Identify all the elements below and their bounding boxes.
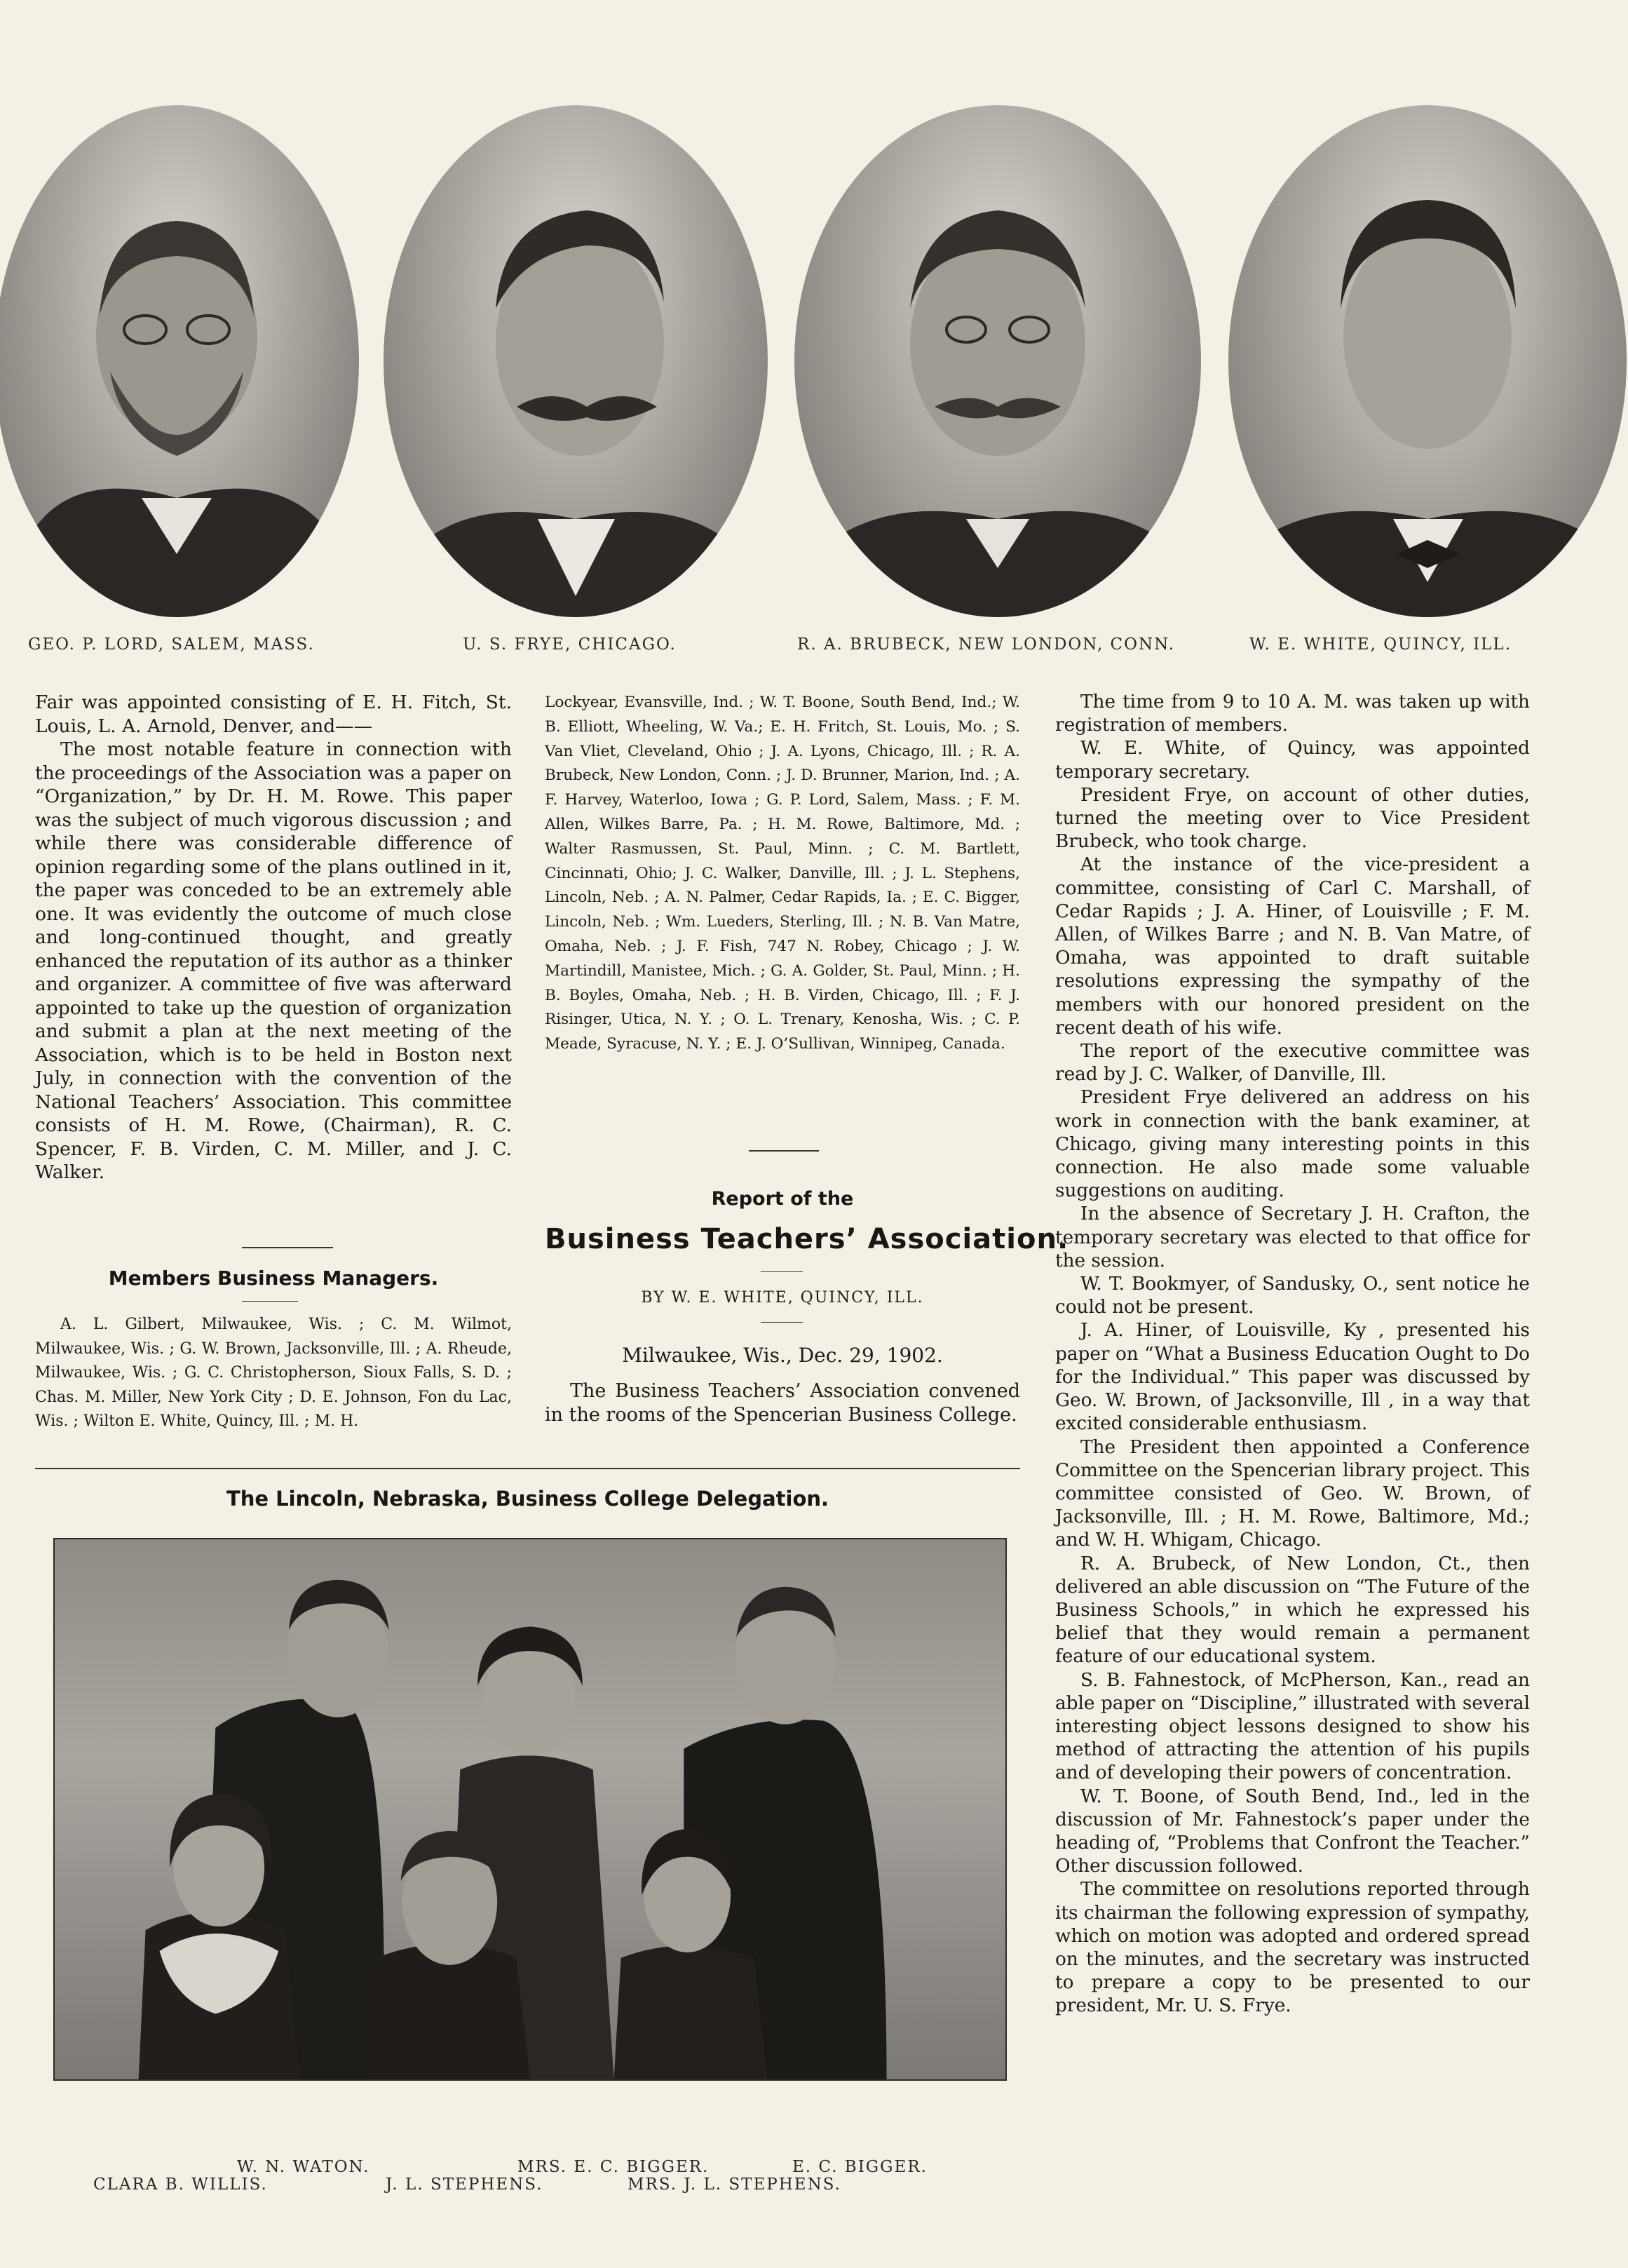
report-intro [545, 1379, 1020, 1427]
column-3-paragraph: W. E. White, of Quincy, was appointed temporary secretary. [1055, 738, 1530, 783]
column-3-paragraph: At the instance of the vice-president a committee, consisting of Carl C. Marshall, of Cedar Rapids ; J. A. Hiner, of Louisville ; F. M. Allen, of Wilkes Barre ; and N. B. Van Matre, of Omaha, was appointed to draft suitable resolutions expressing the sympathy of the members with our honored president on the recent death of his wife. [1055, 854, 1530, 1039]
group-name-mrs-stephens: MRS. J. L. STEPHENS. [628, 2175, 841, 2194]
column-3-paragraph: The report of the executive committee was read by J. C. Walker, of Danville, Ill. [1055, 1041, 1530, 1086]
section-divider [35, 1468, 1020, 1469]
column-1-body [35, 691, 512, 1184]
report-small-heading: Report of the [711, 1188, 854, 1210]
members-list [35, 1313, 512, 1434]
column-3-paragraph: R. A. Brubeck, of New London, Ct., then delivered an able discussion on “The Future of the Business Schools,” in which he expressed his belief that they would remain a permanent feature of our educational system. [1055, 1553, 1530, 1668]
report-byline: BY W. E. WHITE, QUINCY, ILL. [641, 1289, 924, 1307]
caption-brubeck: R. A. BRUBECK, NEW LONDON, CONN. [797, 635, 1176, 654]
column-3-paragraph: President Frye delivered an address on his work in connection with the bank examiner, at Chicago, giving many interesting points in this connection. He also made some valuable suggestions on auditing. [1055, 1087, 1530, 1202]
column-1-paragraph: The most notable feature in connection with the proceedings of the Association was a paper on “Organization,” by Dr. H. M. Rowe. This paper was the subject of much vigorous discussion ; and while there was considerable difference of opinion regarding some of the plans outlined in it, the paper was conceded to be an extremely able one. It was evidently the outcome of much close and long-continued thought, and greatly enhanced the reputation of its author as a thinker and organizer. A committee of five was afterward appointed to take up the question of organization and submit a plan at the next meeting of the Association, which is to be held in Boston next July, in connection with the convention of the National Teachers’ Association. This committee consists of H. M. Rowe, (Chairman), R. C. Spencer, F. B. Virden, C. M. Miller, and J. C. Walker. [35, 738, 512, 1183]
portrait-white-figure [1228, 105, 1627, 617]
portrait-frye-figure [384, 105, 768, 617]
members-heading: Members Business Managers. [108, 1267, 439, 1290]
caption-lord: GEO. P. LORD, SALEM, MASS. [28, 635, 315, 654]
column-1-paragraph: Fair was appointed consisting of E. H. Fitch, St. Louis, L. A. Arnold, Denver, and—— [35, 691, 512, 737]
portrait-lord-figure [0, 105, 359, 617]
members-heading-rule [242, 1301, 298, 1302]
portrait-frye [384, 105, 768, 617]
group-name-waton: W. N. WATON. [237, 2158, 370, 2176]
group-name-stephens: J. L. STEPHENS. [386, 2175, 543, 2194]
column-2-list-text: Lockyear, Evansville, Ind. ; W. T. Boone, South Bend, Ind.; W. B. Elliott, Wheeling, W. Va.; E. H. Fritch, St. Louis, Mo. ; S. Van Vliet, Cleveland, Ohio ; J. A. Lyons, Chicago, Ill. ; R. A. Brubeck, New London, Conn. ; J. D. Brunner, Marion, Ind. ; A. F. Harvey, Waterloo, Iowa ; G. P. Lord, Salem, Mass. ; F. M. Allen, Wilkes Barre, Pa. ; H. M. Rowe, Baltimore, Md. ; Walter Rasmussen, St. Paul, Minn. ; C. M. Bartlett, Cincinnati, Ohio; J. C. Walker, Danville, Ill. ; J. L. Stephens, Lincoln, Neb. ; A. N. Palmer, Cedar Rapids, Ia. ; E. C. Bigger, Lincoln, Neb. ; Wm. Lueders, Sterling, Ill. ; N. B. Van Matre, Omaha, Neb. ; J. F. Fish, 747 N. Robey, Chicago ; J. W. Martindill, Manistee, Mich. ; G. A. Golder, St. Paul, Minn. ; H. B. Boyles, Omaha, Neb. ; H. B. Virden, Chicago, Ill. ; F. J. Risinger, Utica, N. Y. ; O. L. Trenary, Kenosha, Wis. ; C. P. Meade, Syracuse, N. Y. ; E. J. O’Sullivan, Winnipeg, Canada. [545, 694, 1020, 1053]
report-dateline: Milwaukee, Wis., Dec. 29, 1902. [622, 1344, 943, 1367]
report-title: Business Teachers’ Association. [545, 1223, 1069, 1255]
portrait-brubeck [794, 105, 1201, 617]
column-3-paragraph: S. B. Fahnestock, of McPherson, Kan., read an able paper on “Discipline,” illustrated with several interesting object lessons designed to show his method of attracting the attention of his pupils and of developing their powers of concentration. [1055, 1669, 1530, 1784]
column-2-divider [749, 1150, 819, 1152]
column-3-paragraph: The committee on resolutions reported through its chairman the following expression of sympathy, which on motion was adopted and ordered spread on the minutes, and the secretary was instructed to prepare a copy to be presented to our president, Mr. U. S. Frye. [1055, 1879, 1530, 2017]
portrait-brubeck-figure [794, 105, 1201, 617]
caption-white: W. E. WHITE, QUINCY, ILL. [1249, 635, 1512, 654]
column-1-divider [242, 1247, 333, 1248]
group-title: The Lincoln, Nebraska, Business College Delegation. [226, 1487, 829, 1511]
byline-rule [761, 1322, 803, 1323]
column-3-paragraph: The time from 9 to 10 A. M. was taken up with registration of members. [1055, 691, 1530, 736]
group-photo [53, 1538, 1007, 2081]
caption-frye: U. S. FRYE, CHICAGO. [463, 635, 677, 654]
group-photo-figures [55, 1539, 1005, 2079]
portrait-lord [0, 105, 359, 617]
report-title-rule [761, 1271, 803, 1272]
portrait-white [1228, 105, 1627, 617]
members-list-text: A. L. Gilbert, Milwaukee, Wis. ; C. M. Wilmot, Milwaukee, Wis. ; G. W. Brown, Jacksonville, Ill. ; A. Rheude, Milwaukee, Wis. ; G. C. Christopherson, Sioux Falls, S. D. ; Chas. M. Miller, New York City ; D. E. Johnson, Fon du Lac, Wis. ; Wilton E. White, Quincy, Ill. ; M. H. [35, 1316, 512, 1430]
report-intro-text: The Business Teachers’ Association convened in the rooms of the Spencerian Business College. [545, 1380, 1020, 1426]
group-name-mrs-bigger: MRS. E. C. BIGGER. [517, 2158, 710, 2176]
column-3-body [1055, 691, 1530, 2018]
column-3-paragraph: W. T. Bookmyer, of Sandusky, O., sent notice he could not be present. [1055, 1274, 1530, 1318]
group-name-willis: CLARA B. WILLIS. [93, 2175, 268, 2194]
column-3-paragraph: President Frye, on account of other duties, turned the meeting over to Vice President Brubeck, who took charge. [1055, 784, 1530, 853]
column-3-paragraph: J. A. Hiner, of Louisville, Ky , presented his paper on “What a Business Education Ought to Do for the Individual.” This paper was discussed by Geo. W. Brown, of Jacksonville, Ill , in a way that excited considerable enthusiasm. [1055, 1320, 1530, 1435]
group-name-bigger: E. C. BIGGER. [792, 2158, 928, 2176]
column-3-paragraph: W. T. Boone, of South Bend, Ind., led in the discussion of Mr. Fahnestock’s paper under the heading of, “Problems that Confront the Teacher.” Other discussion followed. [1055, 1786, 1530, 1877]
column-3-paragraph: In the absence of Secretary J. H. Crafton, the temporary secretary was elected to that office for the session. [1055, 1203, 1530, 1271]
column-3-paragraph: The President then appointed a Conference Committee on the Spencerian library project. This committee consisted of Geo. W. Brown, of Jacksonville, Ill. ; H. M. Rowe, Baltimore, Md.; and W. H. Whigam, Chicago. [1055, 1436, 1530, 1551]
column-2-list [545, 691, 1020, 1057]
